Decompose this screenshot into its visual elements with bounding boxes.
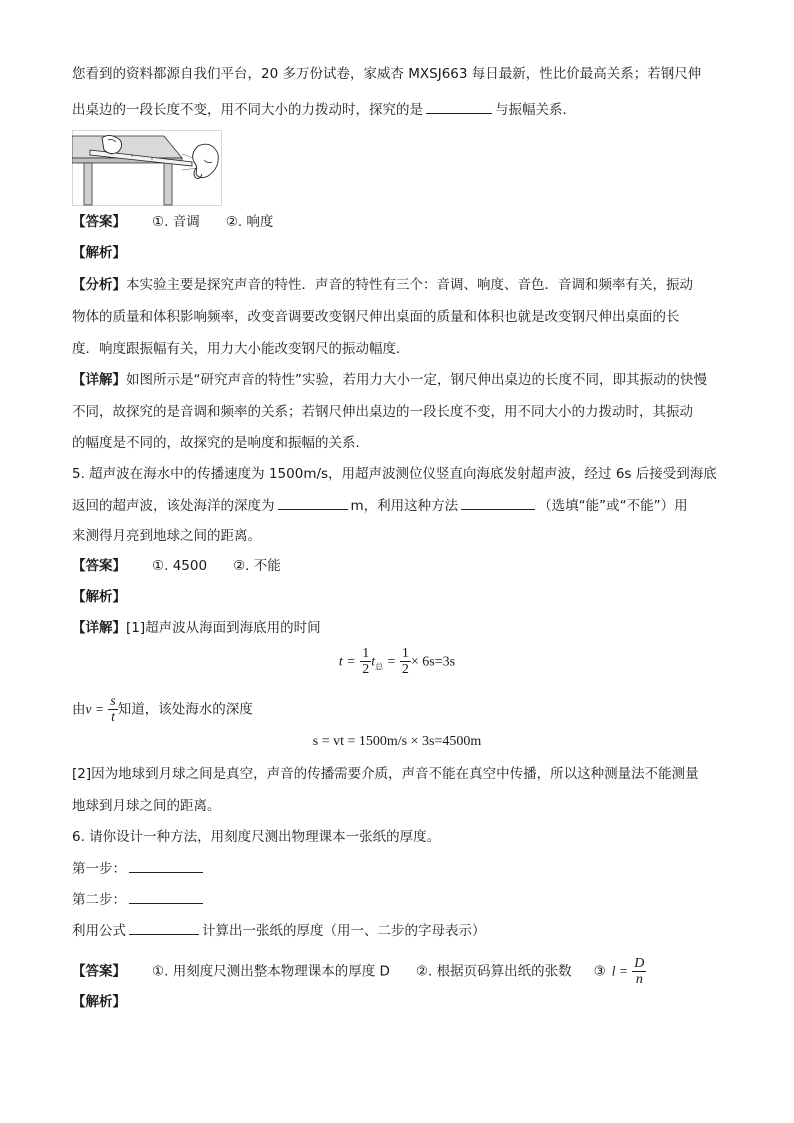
intro-line-2a: 出桌边的一段长度不变，用不同大小的力拨动时，探究的是 (72, 102, 423, 118)
intro-line-2 (72, 99, 732, 120)
blank-field[interactable] (426, 99, 492, 114)
q4-fenxi-line-1 (72, 275, 732, 295)
xiangjie-tag: 【详解】 (72, 620, 126, 636)
q5-line-3: 来测得月亮到地球之间的距离。 (72, 528, 261, 544)
q5-line-2 (72, 495, 732, 516)
fenxi-text-1: 本实验主要是探究声音的特性．声音的特性有三个：音调、响度、音色．音调和频率有关，振动 (126, 277, 693, 293)
eq1-frac-den: 2 (362, 662, 370, 677)
xiangjie-tag: 【详解】 (72, 372, 126, 388)
ans1-text: . 音调 (164, 214, 200, 230)
eq2-text: s = vt = 1500m/s × 3s=4500m (312, 734, 482, 749)
v-tail: 知道，该处海水的深度 (117, 701, 253, 718)
v-num: s (110, 694, 116, 709)
eq1-sub: 总 (375, 662, 384, 672)
q6-analysis-tag (72, 992, 732, 1012)
q5-xiangjie-line-1 (72, 618, 732, 638)
ans3-den: n (635, 972, 643, 987)
formula-blank[interactable] (129, 920, 199, 935)
q4-xiangjie-line-3: 的幅度是不同的，故探究的是响度和振幅的关系． (72, 435, 369, 451)
v-fraction (108, 694, 117, 725)
analysis-tag: 【解析】 (72, 994, 126, 1010)
ans3-fraction (632, 956, 646, 987)
ans3-lhs: l = (611, 963, 628, 979)
q4-xiangjie-line-2: 不同，故探究的是音调和频率的关系；若钢尺伸出桌边的一段长度不变，用不同大小的力拨动时，其振动 (72, 404, 693, 420)
q4-xiangjie-line-1 (72, 370, 732, 390)
depth-blank[interactable] (278, 495, 348, 510)
formula-b: 计算出一张纸的厚度（用一、二步的字母表示） (202, 923, 486, 939)
you-text: 由 (72, 701, 86, 718)
ans3-num: D (634, 956, 645, 971)
can-blank[interactable] (461, 495, 535, 510)
ans1-text: . 用刻度尺测出整本物理课本的厚度 D (164, 963, 390, 980)
eq1-t: t (371, 654, 376, 670)
q5-line-2b: m，利用这种方法 (350, 498, 459, 514)
ans1-number: ① (152, 558, 165, 574)
eq1-eq: = (387, 654, 396, 670)
answer-tag: 【答案】 (72, 963, 126, 980)
q6-formula-line (72, 920, 732, 941)
q6-step1 (72, 858, 732, 879)
ans2-text: . 根据页码算出纸的张数 (428, 963, 572, 980)
analysis-tag: 【解析】 (72, 245, 126, 261)
answer-tag: 【答案】 (72, 214, 126, 230)
eq1-lhs: t = (338, 654, 356, 670)
q5-line-2a: 返回的超声波，该处海洋的深度为 (72, 498, 275, 514)
q4-answer-line (72, 212, 732, 232)
q5-xiangjie-line-3: 地球到月球之间的距离。 (72, 798, 221, 814)
q5-analysis-tag (72, 587, 732, 607)
v-eq: v = (85, 701, 104, 717)
intro-line-2b: 与振幅关系． (495, 102, 576, 118)
analysis-tag: 【解析】 (72, 589, 126, 605)
q5-line-2c: （选填“能”或“不能”）用 (538, 498, 688, 514)
ans2-text: . 响度 (237, 214, 274, 230)
eq1-fraction (360, 646, 371, 677)
q4-fenxi-line-2: 物体的质量和体积影响频率，改变音调要改变钢尺伸出桌面的质量和体积也就是改变钢尺伸出桌面的长 (72, 309, 680, 325)
eq1-frac-num: 1 (362, 646, 370, 661)
intro-line-1: 您看到的资料都源自我们平台，20 多万份试卷，家威杏 MXSJ663 每日最新，性比价最高关系；若钢尺伸 (72, 66, 702, 82)
eq1-fraction-2 (400, 646, 411, 677)
v-den: t (111, 710, 115, 725)
velocity-line (72, 694, 732, 725)
equation-time (0, 646, 794, 677)
ans2-text: . 不能 (245, 558, 281, 574)
q6-answer-line (72, 956, 732, 987)
answer-tag: 【答案】 (72, 558, 126, 574)
q4-fenxi-line-3: 度．响度跟振幅有关，用力大小能改变钢尺的振动幅度． (72, 341, 410, 357)
step2-blank[interactable] (129, 889, 203, 904)
ans2-number: ② (225, 214, 238, 230)
formula-a: 利用公式 (72, 923, 126, 939)
eq1-frac2-den: 2 (401, 662, 409, 677)
xiangjie-text-1: [1]超声波从海面到海底用的时间 (126, 620, 321, 636)
q6-step2 (72, 889, 732, 910)
q4-analysis-tag (72, 243, 732, 263)
fenxi-tag: 【分析】 (72, 277, 126, 293)
step2-label: 第二步： (72, 892, 126, 908)
q5-answer-line (72, 556, 732, 576)
xiangjie-text-1: 如图所示是“研究声音的特性”实验，若用力大小一定，钢尺伸出桌边的长度不同，即其振动的快慢 (126, 372, 707, 388)
q6-line-1: 6. 请你设计一种方法，用刻度尺测出物理课本一张纸的厚度。 (72, 829, 441, 845)
step1-blank[interactable] (129, 858, 203, 873)
eq1-rhs: × 6s=3s (410, 654, 456, 670)
ans1-number: ① (152, 963, 165, 980)
ans3-number: ③ (593, 963, 606, 980)
ans2-number: ② (233, 558, 246, 574)
q5-xiangjie-line-2: [2]因为地球到月球之间是真空，声音的传播需要介质，声音不能在真空中传播，所以这种测量法不能测量 (72, 766, 699, 782)
q5-line-1: 5. 超声波在海水中的传播速度为 1500m/s，用超声波测位仪竖直向海底发射超声波，经过 6s 后接受到海底 (72, 466, 717, 482)
equation-depth (0, 733, 794, 750)
ans1-number: ① (152, 214, 165, 230)
eq1-frac2-num: 1 (401, 646, 409, 661)
ans2-number: ② (415, 963, 428, 980)
ans1-text: . 4500 (164, 558, 208, 574)
step1-label: 第一步： (72, 861, 126, 877)
ruler-on-table-illustration (72, 130, 222, 206)
